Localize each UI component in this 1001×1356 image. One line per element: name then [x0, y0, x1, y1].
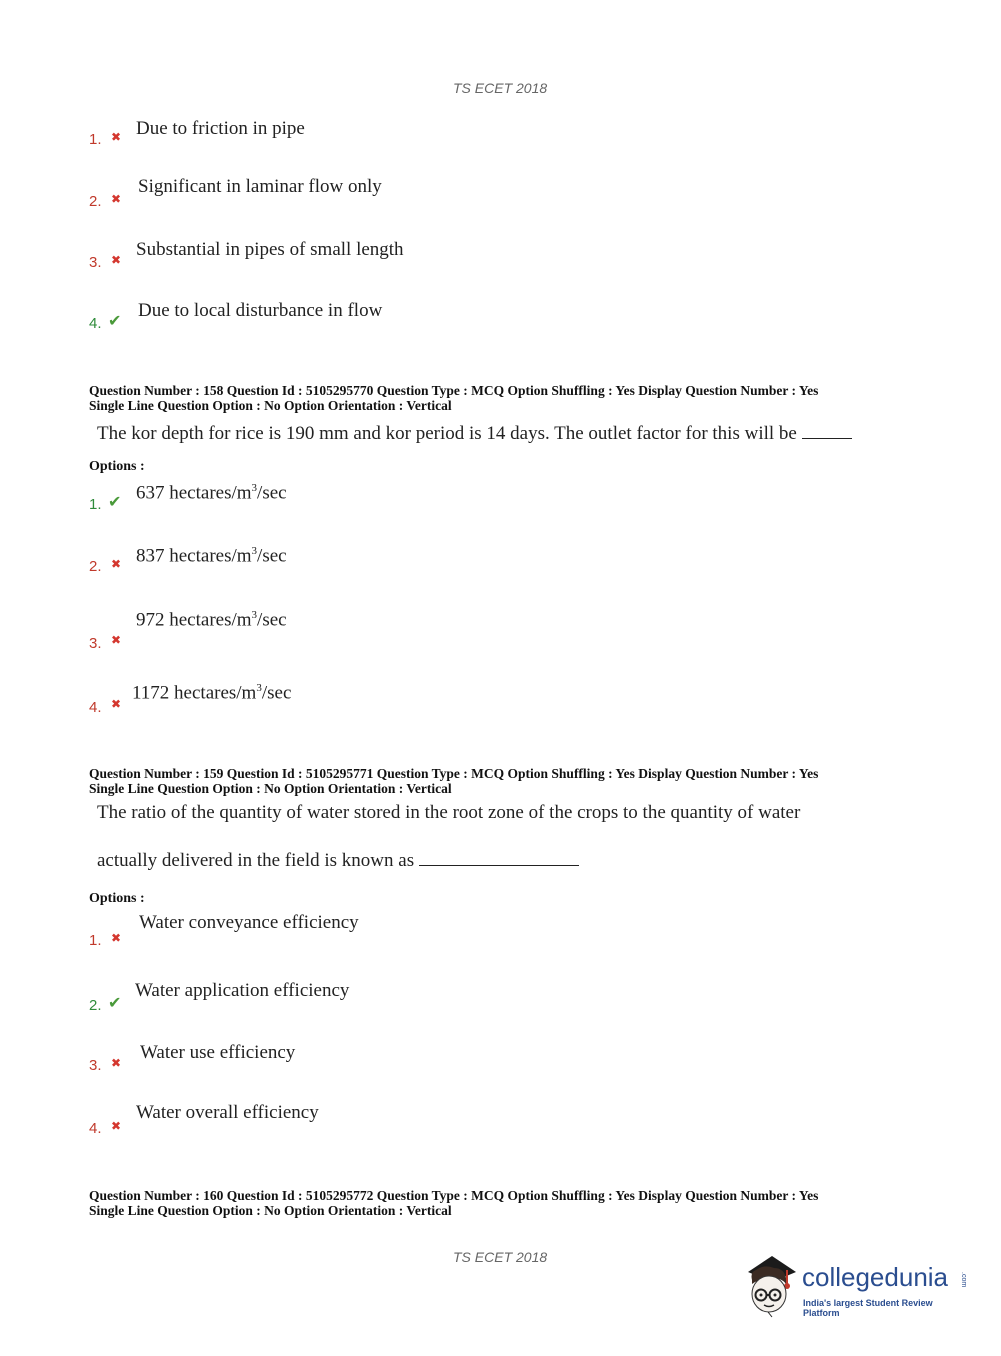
option-number: 1. — [89, 131, 102, 148]
option-text: Significant in laminar flow only — [138, 176, 382, 197]
correct-check-icon: ✔ — [108, 993, 122, 1012]
option-text: Due to friction in pipe — [136, 118, 305, 139]
options-label: Options : — [89, 459, 145, 474]
option-sup: 3 — [251, 545, 258, 557]
question-text-line2 — [97, 849, 579, 872]
correct-check-icon: ✔ — [108, 311, 122, 330]
option-value: 1172 hectares/m — [132, 682, 257, 704]
page-header: TS ECET 2018 — [453, 80, 548, 96]
option-unit: /sec — [257, 545, 287, 567]
question-text — [97, 422, 852, 445]
question-meta-line1: Question Number : 158 Question Id : 5105295770 Question Type : MCQ Option Shuffling : Yes Display Question Number : Yes — [89, 383, 819, 398]
wrong-mark-icon: ✖ — [111, 130, 122, 144]
wrong-mark-icon: ✖ — [111, 192, 122, 206]
option-text — [136, 609, 287, 631]
option-number: 4. — [89, 699, 102, 716]
wrong-mark-icon: ✖ — [111, 253, 122, 267]
logo-name: collegedunia — [802, 1262, 949, 1292]
question-meta-line2: Single Line Question Option : No Option Orientation : Vertical — [89, 1203, 452, 1218]
option-text — [132, 682, 291, 704]
page-footer: TS ECET 2018 — [453, 1249, 548, 1265]
option-number: 2. — [89, 193, 102, 210]
option-number: 3. — [89, 1057, 102, 1074]
correct-check-icon: ✔ — [108, 492, 122, 511]
wrong-mark-icon: ✖ — [111, 1056, 122, 1070]
option-number: 4. — [89, 1120, 102, 1137]
answer-blank — [419, 849, 579, 866]
option-unit: /sec — [257, 609, 287, 631]
options-label: Options : — [89, 891, 145, 906]
option-sup: 3 — [251, 482, 258, 494]
option-number: 1. — [89, 932, 102, 949]
option-text: Substantial in pipes of small length — [136, 239, 404, 260]
option-number: 1. — [89, 496, 102, 513]
question-text-content: actually delivered in the field is known as — [97, 850, 415, 871]
question-text-content: The kor depth for rice is 190 mm and kor period is 14 days. The outlet factor for this will be — [97, 423, 797, 444]
option-text: Water application efficiency — [135, 980, 350, 1001]
option-value: 837 hectares/m — [136, 545, 252, 567]
wrong-mark-icon: ✖ — [111, 1119, 122, 1133]
option-number: 3. — [89, 635, 102, 652]
option-value: 972 hectares/m — [136, 609, 252, 631]
option-value: 637 hectares/m — [136, 482, 252, 504]
option-number: 2. — [89, 997, 102, 1014]
option-number: 3. — [89, 254, 102, 271]
wrong-mark-icon: ✖ — [111, 557, 122, 571]
option-text: Due to local disturbance in flow — [138, 300, 383, 321]
option-text: Water overall efficiency — [136, 1102, 319, 1123]
question-text-line1: The ratio of the quantity of water stored in the root zone of the crops to the quantity of water — [97, 802, 801, 823]
logo-suffix: .com — [960, 1272, 967, 1288]
question-meta-line1: Question Number : 159 Question Id : 5105295771 Question Type : MCQ Option Shuffling : Yes Display Question Number : Yes — [89, 766, 819, 781]
option-text — [136, 545, 287, 567]
mascot-icon — [742, 1250, 800, 1318]
option-text: Water conveyance efficiency — [139, 912, 359, 933]
question-meta-line2: Single Line Question Option : No Option Orientation : Vertical — [89, 781, 452, 796]
option-sup: 3 — [251, 609, 258, 621]
option-text: Water use efficiency — [140, 1042, 296, 1063]
wrong-mark-icon: ✖ — [111, 633, 122, 647]
wrong-mark-icon: ✖ — [111, 931, 122, 945]
option-unit: /sec — [261, 682, 292, 704]
option-text — [136, 482, 287, 504]
logo-tagline: India's largest Student Review Platform — [803, 1298, 933, 1318]
answer-blank — [802, 422, 852, 439]
option-number: 4. — [89, 315, 102, 332]
option-sup: 3 — [256, 682, 262, 694]
collegedunia-logo — [742, 1250, 967, 1320]
question-meta-line2: Single Line Question Option : No Option Orientation : Vertical — [89, 398, 452, 413]
option-unit: /sec — [257, 482, 287, 504]
option-number: 2. — [89, 558, 102, 575]
question-meta-line1: Question Number : 160 Question Id : 5105295772 Question Type : MCQ Option Shuffling : Yes Display Question Number : Yes — [89, 1188, 819, 1203]
wrong-mark-icon: ✖ — [111, 697, 122, 711]
